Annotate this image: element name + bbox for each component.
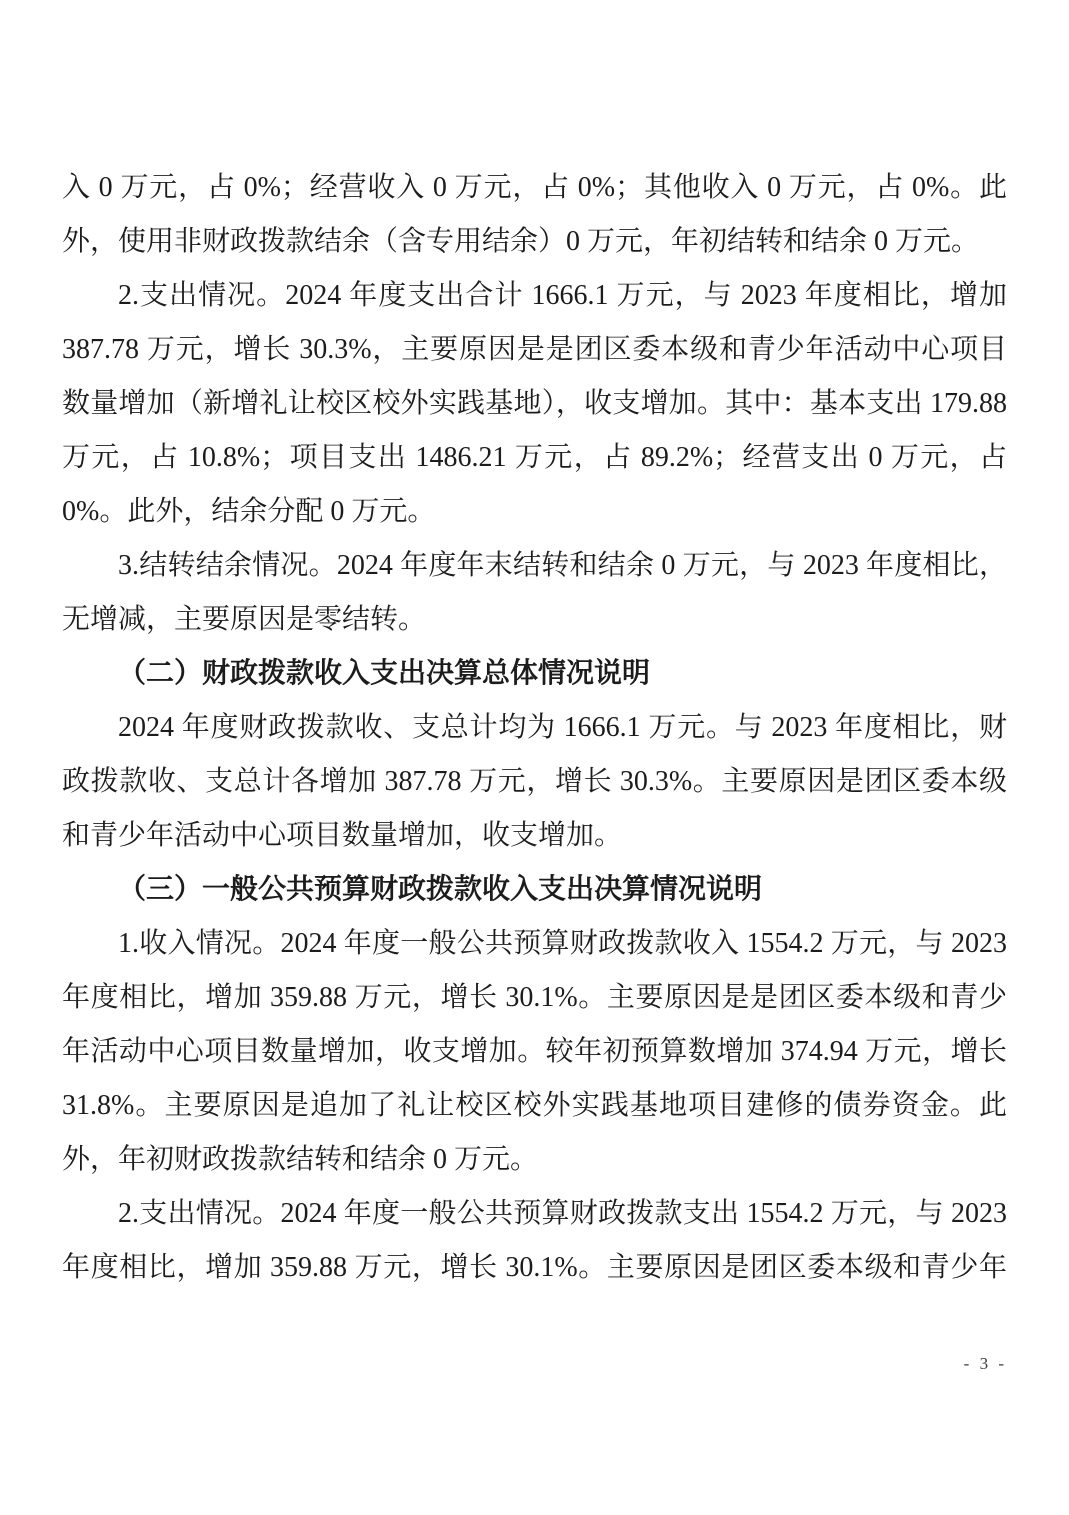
text-line: 年度相比，增加 359.88 万元，增长 30.1%。主要原因是是团区委本级和青少 (62, 982, 1007, 1013)
text-line: 外，使用非财政拨款结余（含专用结余）0 万元，年初结转和结余 0 万元。 (62, 226, 980, 257)
text-line: 3.结转结余情况。2024 年度年末结转和结余 0 万元，与 2023 年度相比， (118, 550, 1007, 581)
text-line: 外，年初财政拨款结转和结余 0 万元。 (62, 1144, 539, 1175)
text-line: 入 0 万元，占 0%；经营收入 0 万元，占 0%；其他收入 0 万元，占 0%。此 (62, 172, 1007, 203)
text-line: 387.78 万元，增长 30.3%，主要原因是是团区委本级和青少年活动中心项目 (62, 334, 1007, 365)
section-heading: （二）财政拨款收入支出决算总体情况说明 (118, 658, 651, 689)
text-line: 2.支出情况。2024 年度一般公共预算财政拨款支出 1554.2 万元，与 2023 (118, 1198, 1007, 1229)
text-line: 无增减，主要原因是零结转。 (62, 604, 427, 635)
page-number: - 3 - (963, 1354, 1007, 1373)
text-line: 2024 年度财政拨款收、支总计均为 1666.1 万元。与 2023 年度相比，财 (118, 712, 1007, 743)
body-text (62, 161, 1007, 1295)
text-line: 年活动中心项目数量增加，收支增加。较年初预算数增加 374.94 万元，增长 (62, 1036, 1007, 1067)
text-line: 和青少年活动中心项目数量增加，收支增加。 (62, 820, 623, 851)
text-line: 政拨款收、支总计各增加 387.78 万元，增长 30.3%。主要原因是团区委本级 (62, 766, 1007, 797)
section-heading: （三）一般公共预算财政拨款收入支出决算情况说明 (118, 874, 763, 905)
text-line: 万元，占 10.8%；项目支出 1486.21 万元，占 89.2%；经营支出 0 万元，占 (62, 442, 1007, 473)
text-line: 0%。此外，结余分配 0 万元。 (62, 496, 436, 527)
text-line: 数量增加（新增礼让校区校外实践基地），收支增加。其中：基本支出 179.88 (62, 388, 1007, 419)
text-line: 31.8%。主要原因是追加了礼让校区校外实践基地项目建修的债券资金。此 (62, 1090, 1007, 1121)
text-line: 1.收入情况。2024 年度一般公共预算财政拨款收入 1554.2 万元，与 2023 (118, 928, 1007, 959)
text-line: 2.支出情况。2024 年度支出合计 1666.1 万元，与 2023 年度相比，增加 (118, 280, 1007, 311)
text-line: 年度相比，增加 359.88 万元，增长 30.1%。主要原因是团区委本级和青少年 (62, 1252, 1007, 1283)
